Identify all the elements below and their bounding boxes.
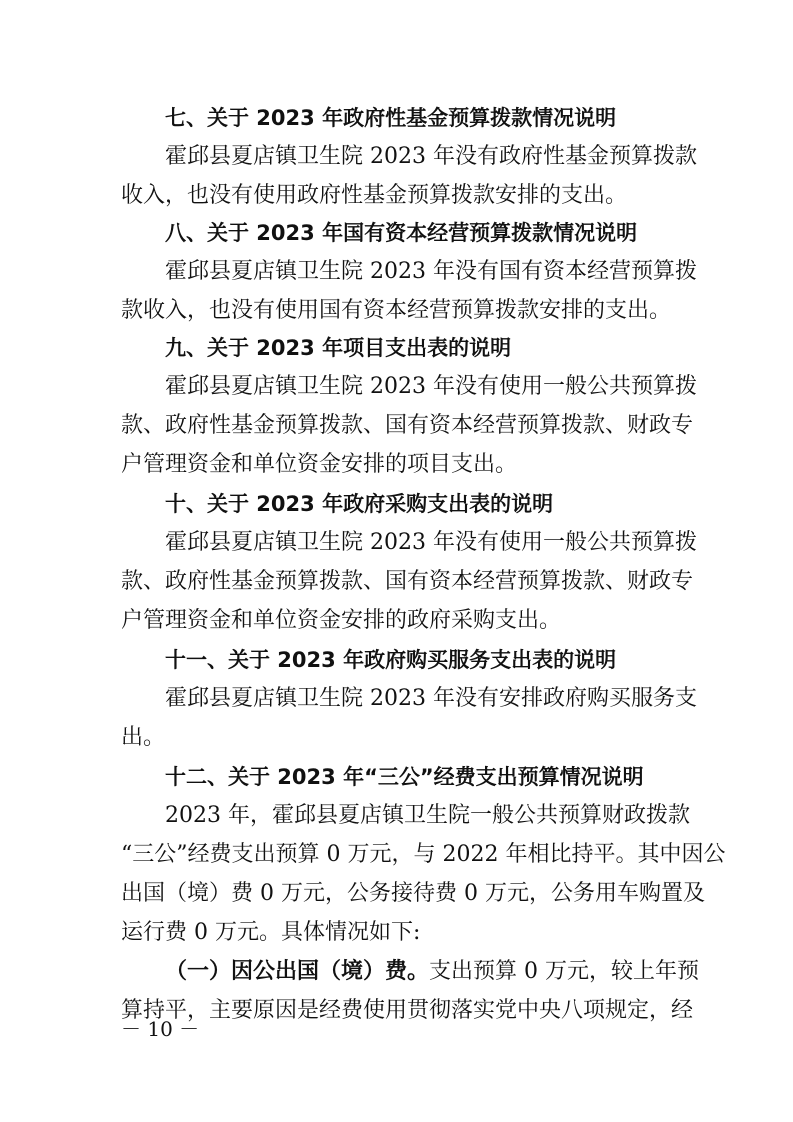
paragraph-line: 出国（境）费 0 万元，公务接待费 0 万元，公务用车购置及 — [121, 881, 705, 906]
page-number: － 10 － — [121, 1017, 200, 1041]
section-heading-8: 八、关于 2023 年国有资本经营预算拨款情况说明 — [165, 221, 638, 245]
section-heading-12: 十二、关于 2023 年“三公”经费支出预算情况说明 — [165, 765, 644, 789]
paragraph-line: 收入，也没有使用政府性基金预算拨款安排的支出。 — [121, 183, 628, 208]
paragraph-line: 户管理资金和单位资金安排的项目支出。 — [121, 452, 518, 477]
paragraph-line: 款、政府性基金预算拨款、国有资本经营预算拨款、财政专 — [121, 413, 694, 438]
paragraph-line: 霍邱县夏店镇卫生院 2023 年没有政府性基金预算拨款 — [165, 144, 697, 169]
paragraph-line: 算持平，主要原因是经费使用贯彻落实党中央八项规定，经 — [121, 998, 694, 1023]
section-heading-11: 十一、关于 2023 年政府购买服务支出表的说明 — [165, 648, 617, 672]
paragraph-line: 出。 — [121, 725, 166, 750]
subsection-line — [165, 957, 793, 987]
paragraph-line: 运行费 0 万元。具体情况如下: — [121, 920, 421, 945]
paragraph-line: 霍邱县夏店镇卫生院 2023 年没有国有资本经营预算拨 — [165, 259, 697, 284]
paragraph-line: 霍邱县夏店镇卫生院 2023 年没有安排政府购买服务支 — [165, 686, 697, 711]
paragraph-line: 霍邱县夏店镇卫生院 2023 年没有使用一般公共预算拨 — [165, 374, 697, 399]
section-heading-9: 九、关于 2023 年项目支出表的说明 — [165, 336, 512, 360]
paragraph-line: 户管理资金和单位资金安排的政府采购支出。 — [121, 608, 562, 633]
section-heading-7: 七、关于 2023 年政府性基金预算拨款情况说明 — [165, 106, 617, 130]
subsection-text: 支出预算 0 万元，较上年预 — [429, 959, 699, 984]
paragraph-line: 2023 年，霍邱县夏店镇卫生院一般公共预算财政拨款 — [165, 803, 690, 828]
paragraph-line: 款、政府性基金预算拨款、国有资本经营预算拨款、财政专 — [121, 569, 694, 594]
paragraph-line: 款收入，也没有使用国有资本经营预算拨款安排的支出。 — [121, 298, 672, 323]
paragraph-line: 霍邱县夏店镇卫生院 2023 年没有使用一般公共预算拨 — [165, 530, 697, 555]
subsection-heading-1: （一）因公出国（境）费。 — [165, 959, 430, 984]
paragraph-line: “三公”经费支出预算 0 万元，与 2022 年相比持平。其中因公 — [121, 842, 726, 867]
section-heading-10: 十、关于 2023 年政府采购支出表的说明 — [165, 492, 554, 516]
